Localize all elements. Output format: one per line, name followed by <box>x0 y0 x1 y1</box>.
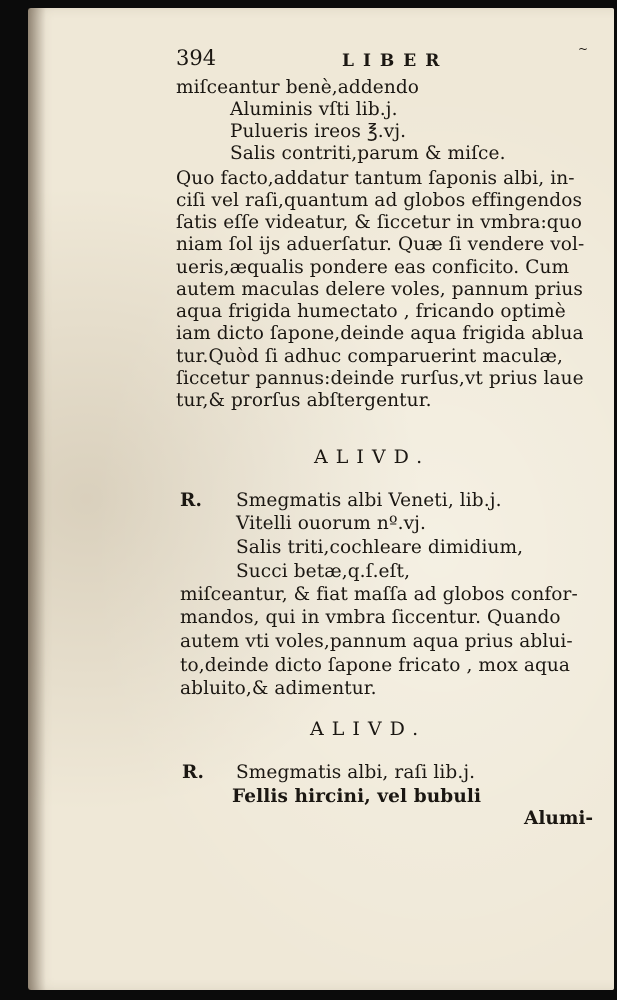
corner-mark: ~ <box>578 42 589 56</box>
text-line: tur,& prorſus abſtergentur. <box>176 390 432 411</box>
recipe-symbol: R. <box>182 762 205 783</box>
text-line: Vitelli ouorum nº.vj. <box>236 513 426 534</box>
text-line: miſceantur, & fiat maſſa ad globos confor- <box>180 584 578 605</box>
text-line: Fellis hircini, vel bubuli <box>232 786 482 807</box>
text-line: autem maculas delere voles, pannum prius <box>176 279 584 300</box>
text-line: Smegmatis albi Veneti, lib.j. <box>236 490 502 511</box>
text-line: Salis contriti,parum & miſce. <box>230 143 506 164</box>
text-line: iam dicto ſapone,deinde aqua frigida ablua <box>176 323 584 344</box>
section-heading: ALIVD. <box>310 718 427 740</box>
text-line: niam ſol ijs aduerſatur. Quæ ſi vendere vol- <box>176 234 585 255</box>
text-line: ueris,æqualis pondere eas conficito. Cum <box>176 257 570 278</box>
text-line: Succi betæ,q.ſ.eſt, <box>236 561 411 582</box>
text-line: Aluminis vſti lib.j. <box>230 99 398 120</box>
text-line: Pulueris ireos ℥.vj. <box>230 121 407 142</box>
text-line: aqua frigida humectato , fricando optimè <box>176 301 566 322</box>
text-line: Salis triti,cochleare dimidium, <box>236 537 524 558</box>
text-line: Smegmatis albi, raſi lib.j. <box>236 762 476 783</box>
text-line: Quo facto,addatur tantum ſaponis albi, in- <box>176 168 575 189</box>
text-line: ſatis eſſe videatur, & ſiccetur in vmbra:quo <box>176 212 582 233</box>
text-line: ciſi vel raſi,quantum ad globos effingendos <box>176 190 583 211</box>
text-line: autem vti voles,pannum aqua prius ablui- <box>180 631 573 652</box>
text-line: mandos, qui in vmbra ſiccentur. Quando <box>180 607 561 628</box>
section-heading: ALIVD. <box>314 446 431 468</box>
page-number: 394 <box>176 46 217 70</box>
page-gutter-shadow <box>28 8 46 990</box>
text-line: tur.Quòd ſi adhuc comparuerint maculæ, <box>176 346 564 367</box>
running-head: LIBER <box>342 51 449 71</box>
recipe-symbol: R. <box>180 490 203 511</box>
text-line: miſceantur benè,addendo <box>176 77 420 98</box>
text-line: abluito,& adimentur. <box>180 678 377 699</box>
text-line: ſiccetur pannus:deinde rurſus,vt prius laue <box>176 368 584 389</box>
text-line: to,deinde dicto ſapone fricato , mox aqua <box>180 655 571 676</box>
catchword: Alumi- <box>524 808 594 829</box>
